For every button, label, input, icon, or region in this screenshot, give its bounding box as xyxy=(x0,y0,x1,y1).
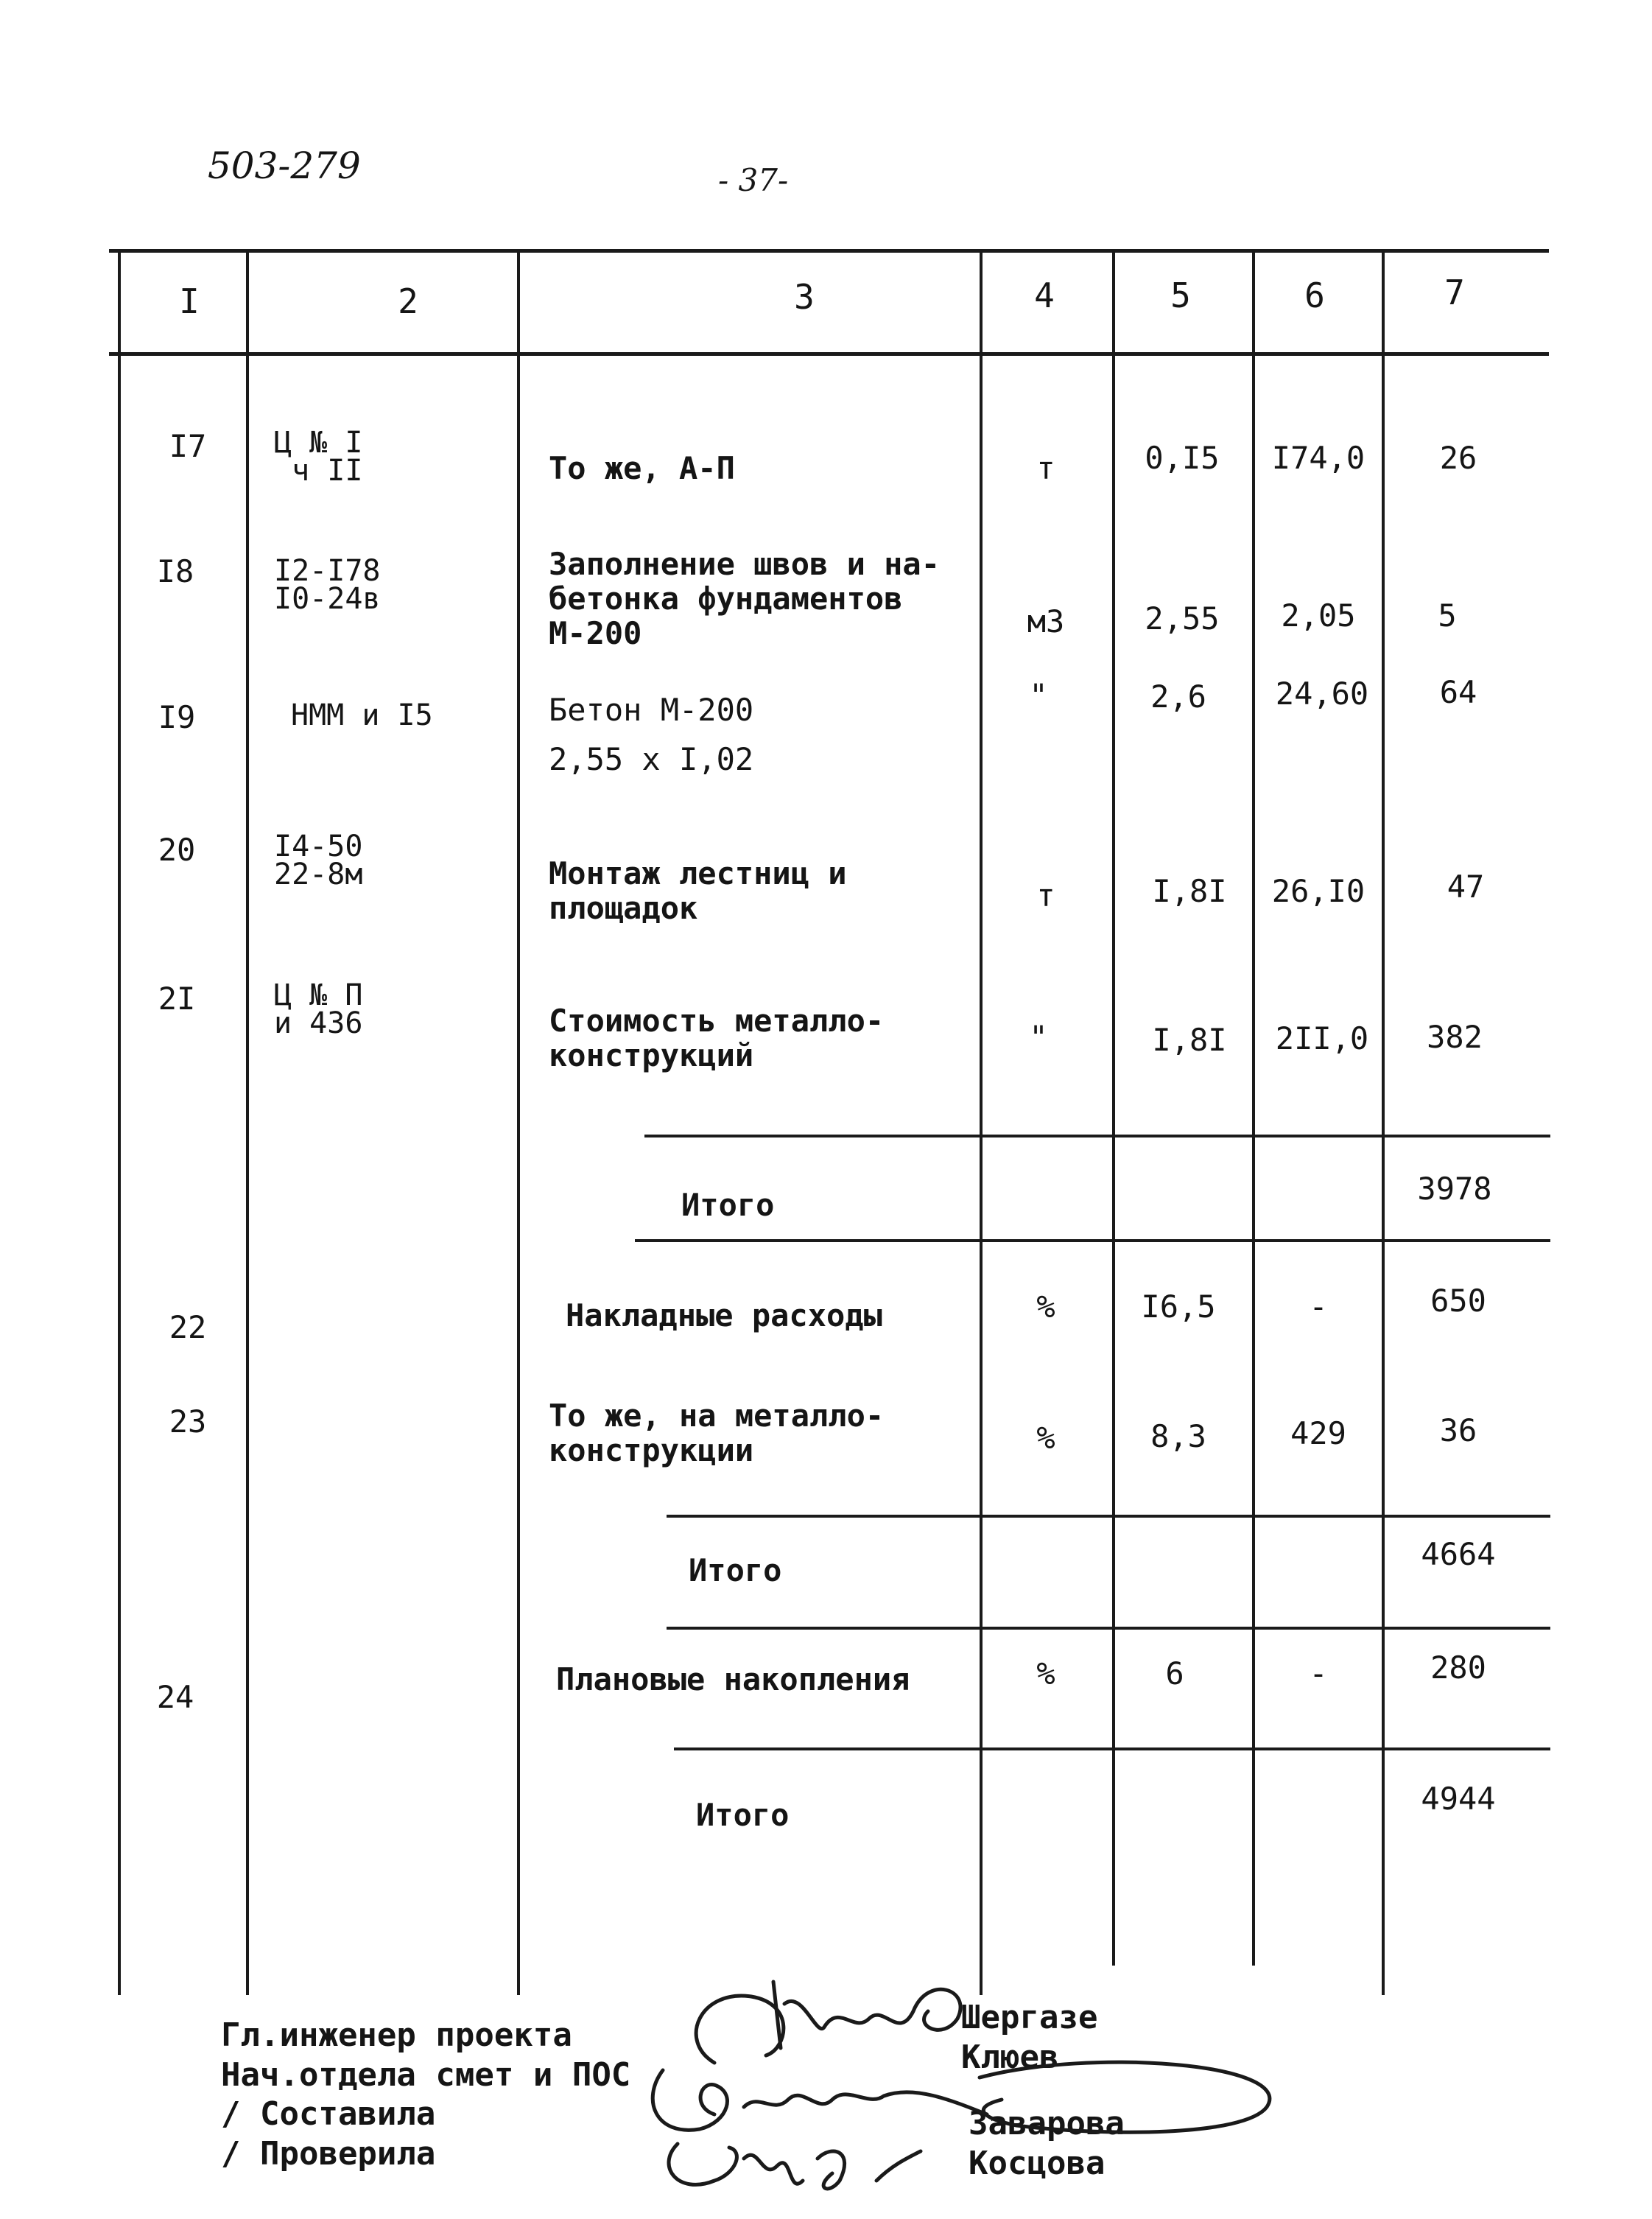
subtotal-3-top-rule xyxy=(674,1747,1550,1750)
table-row-21-qty: I,8I xyxy=(1152,1022,1227,1058)
table-row-22-name: Накладные расходы xyxy=(566,1297,882,1333)
table-row-21-unit: " xyxy=(1029,1019,1048,1055)
table-row-24-unit: % xyxy=(1036,1655,1055,1692)
table-row-21-total: 382 xyxy=(1427,1019,1483,1055)
table-row-23-price: 429 xyxy=(1290,1415,1346,1451)
column-header-1: I xyxy=(179,281,200,321)
table-row-20-name: Монтаж лестниц и площадок xyxy=(549,855,847,927)
table-row-18-total: 5 xyxy=(1438,597,1457,634)
column-header-3: 3 xyxy=(794,277,815,317)
table-row-18-code: I2-I78 I0-24в xyxy=(274,554,381,616)
table-row-21-number: 2I xyxy=(158,981,196,1017)
page-number: - 37- xyxy=(718,162,789,198)
column-header-7: 7 xyxy=(1444,273,1465,312)
table-row-19-name: Бетон М-200 2,55 х I,02 xyxy=(549,692,754,778)
table-row-22-total: 650 xyxy=(1430,1283,1486,1319)
table-row-23-name: То же, на металло- конструкции xyxy=(549,1398,885,1469)
subtotal-3-total: 4944 xyxy=(1421,1781,1496,1817)
table-row-24-name: Плановые накопления xyxy=(556,1661,910,1697)
table-row-17-qty: 0,I5 xyxy=(1145,440,1220,476)
subtotal-3-label: Итого xyxy=(696,1797,790,1833)
table-row-18-number: I8 xyxy=(156,553,194,589)
table-row-17-code: Ц № I ч II xyxy=(274,426,363,488)
table-row-23-total: 36 xyxy=(1439,1412,1477,1448)
column-header-2: 2 xyxy=(398,281,418,321)
table-row-19-price: 24,60 xyxy=(1275,676,1369,712)
table-row-24-number: 24 xyxy=(156,1679,194,1715)
table-row-21-price: 2II,0 xyxy=(1275,1020,1369,1056)
table-row-19-unit: " xyxy=(1029,677,1048,713)
column-header-4: 4 xyxy=(1034,276,1055,315)
table-row-24-total: 280 xyxy=(1430,1650,1486,1686)
document-number: 503-279 xyxy=(208,144,361,187)
column-divider-outer-left xyxy=(118,249,121,1995)
table-row-22-number: 22 xyxy=(169,1309,207,1345)
subtotal-2-bottom-rule xyxy=(667,1627,1550,1630)
table-row-18-price: 2,05 xyxy=(1281,597,1356,634)
table-row-17-unit: т xyxy=(1036,450,1055,486)
table-row-23-unit: % xyxy=(1036,1420,1055,1456)
table-row-22-price: - xyxy=(1309,1289,1328,1325)
table-row-20-price: 26,I0 xyxy=(1271,873,1365,909)
table-top-rule xyxy=(109,249,1549,253)
table-row-20-number: 20 xyxy=(158,832,196,868)
table-row-17-name: То же, А-П xyxy=(549,450,735,486)
column-divider-3-4 xyxy=(980,249,983,1995)
signatory-names-bottom: Заварова Косцова xyxy=(969,2105,1125,2182)
table-row-18-unit: м3 xyxy=(1027,603,1065,639)
table-row-17-price: I74,0 xyxy=(1271,440,1365,476)
signatory-names-top: Шергазе Клюев xyxy=(961,1999,1098,2076)
subtotal-1-top-rule xyxy=(644,1135,1550,1137)
table-row-22-qty: I6,5 xyxy=(1141,1289,1216,1325)
column-header-6: 6 xyxy=(1304,276,1325,315)
column-header-5: 5 xyxy=(1170,276,1191,315)
column-divider-1-2 xyxy=(246,249,249,1995)
table-row-19-qty: 2,6 xyxy=(1150,679,1206,715)
table-row-23-qty: 8,3 xyxy=(1150,1418,1206,1454)
table-row-18-name: Заполнение швов и на- бетонка фундаментов М-200 xyxy=(549,546,941,652)
table-row-20-total: 47 xyxy=(1447,869,1485,905)
table-row-17-number: I7 xyxy=(169,428,207,464)
subtotal-2-top-rule xyxy=(667,1515,1550,1518)
table-row-20-unit: т xyxy=(1036,877,1055,914)
subtotal-1-bottom-rule xyxy=(635,1239,1550,1242)
subtotal-1-total: 3978 xyxy=(1417,1171,1492,1207)
handwritten-signatures xyxy=(633,1960,1296,2203)
table-row-17-total: 26 xyxy=(1439,440,1477,476)
header-bottom-rule xyxy=(109,352,1549,356)
table-row-19-number: I9 xyxy=(158,699,196,735)
column-divider-2-3 xyxy=(517,249,520,1995)
column-divider-6-7 xyxy=(1382,249,1385,1995)
column-divider-5-6 xyxy=(1252,249,1255,1966)
table-row-22-unit: % xyxy=(1036,1289,1055,1325)
table-row-19-total: 64 xyxy=(1439,674,1477,710)
subtotal-2-label: Итого xyxy=(689,1552,782,1588)
table-row-19-code: НММ и I5 xyxy=(291,698,433,732)
signatory-roles: Гл.инженер проекта Нач.отдела смет и ПОС / Составила / Проверила xyxy=(221,2016,631,2173)
table-row-20-code: I4-50 22-8м xyxy=(274,830,363,891)
table-row-18-qty: 2,55 xyxy=(1145,600,1220,637)
table-row-21-code: Ц № П и 436 xyxy=(274,978,363,1040)
table-row-21-name: Стоимость металло- конструкций xyxy=(549,1003,885,1074)
table-row-20-qty: I,8I xyxy=(1152,873,1227,909)
table-row-24-qty: 6 xyxy=(1165,1655,1184,1692)
table-row-24-price: - xyxy=(1309,1655,1328,1692)
subtotal-2-total: 4664 xyxy=(1421,1536,1496,1572)
subtotal-1-label: Итого xyxy=(681,1187,775,1223)
table-row-23-number: 23 xyxy=(169,1403,207,1440)
column-divider-4-5 xyxy=(1112,249,1115,1966)
